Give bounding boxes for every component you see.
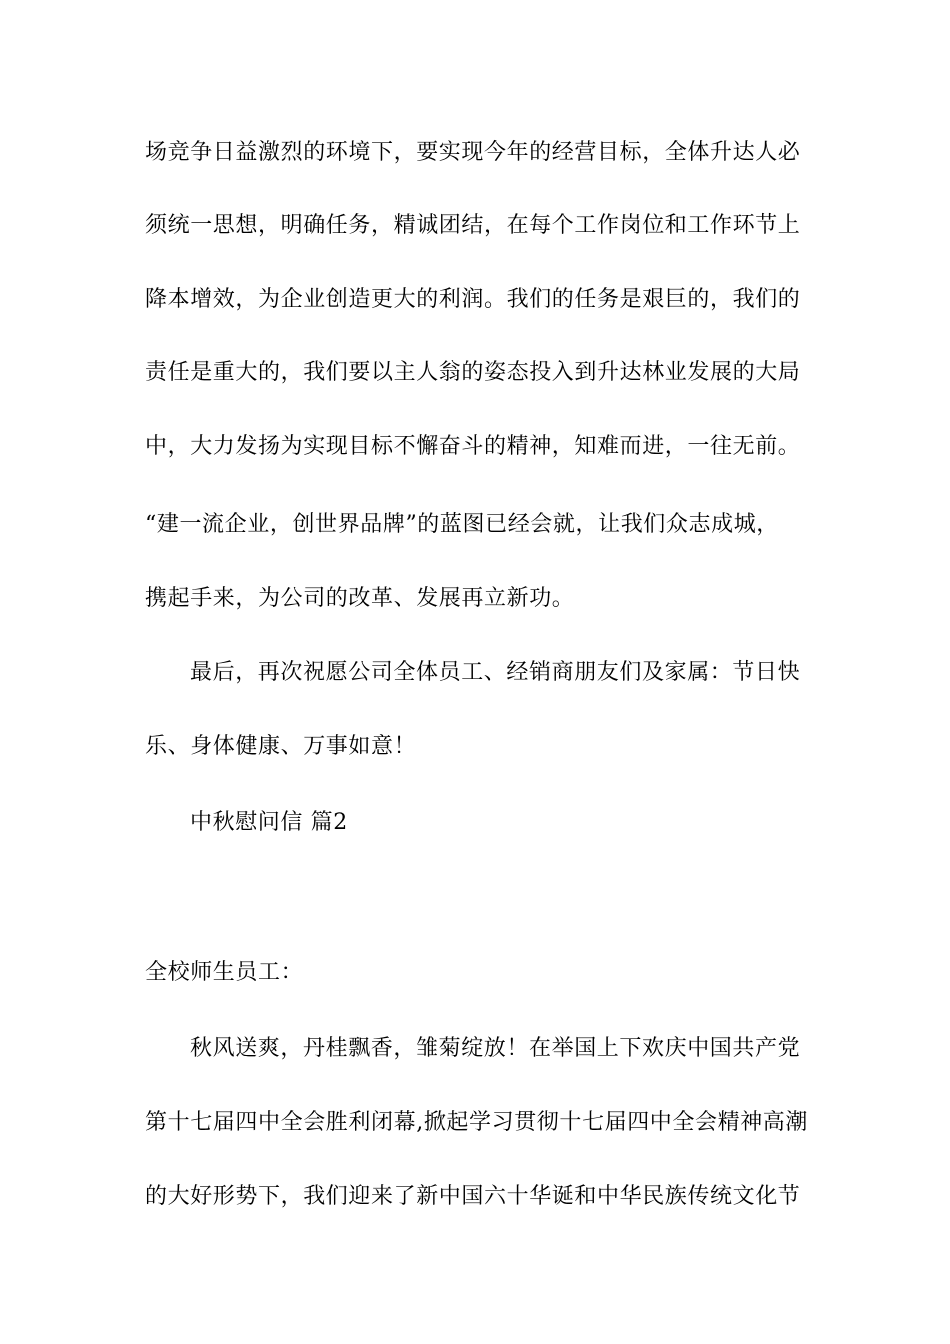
paragraph-line: 须统一思想，明确任务，精诚团结，在每个工作岗位和工作环节上 — [145, 213, 801, 238]
section-heading: 中秋慰问信 篇2 — [190, 810, 348, 835]
paragraph-line: 携起手来，为公司的改革、发展再立新功。 — [145, 586, 575, 611]
salutation: 全校师生员工： — [145, 960, 304, 985]
paragraph-line: 场竞争日益激烈的环境下，要实现今年的经营目标，全体升达人必 — [145, 140, 801, 165]
paragraph-line: 秋风送爽，丹桂飘香，雏菊绽放！在举国上下欢庆中国共产党 — [190, 1036, 801, 1061]
paragraph-line: 最后，再次祝愿公司全体员工、经销商朋友们及家属：节日快 — [190, 660, 801, 685]
paragraph-line: 的大好形势下，我们迎来了新中国六十华诞和中华民族传统文化节 — [145, 1184, 801, 1209]
paragraph-line: 中，大力发扬为实现目标不懈奋斗的精神，知难而进，一往无前。 — [145, 434, 801, 459]
paragraph-line: “建一流企业，创世界品牌”的蓝图已经会就，让我们众志成城， — [145, 512, 779, 537]
paragraph-line: 第十七届四中全会胜利闭幕,掀起学习贯彻十七届四中全会精神高潮 — [145, 1110, 808, 1135]
paragraph-line: 责任是重大的，我们要以主人翁的姿态投入到升达林业发展的大局 — [145, 360, 801, 385]
paragraph-line: 降本增效，为企业创造更大的利润。我们的任务是艰巨的，我们的 — [145, 287, 801, 312]
paragraph-line: 乐、身体健康、万事如意！ — [145, 734, 417, 759]
